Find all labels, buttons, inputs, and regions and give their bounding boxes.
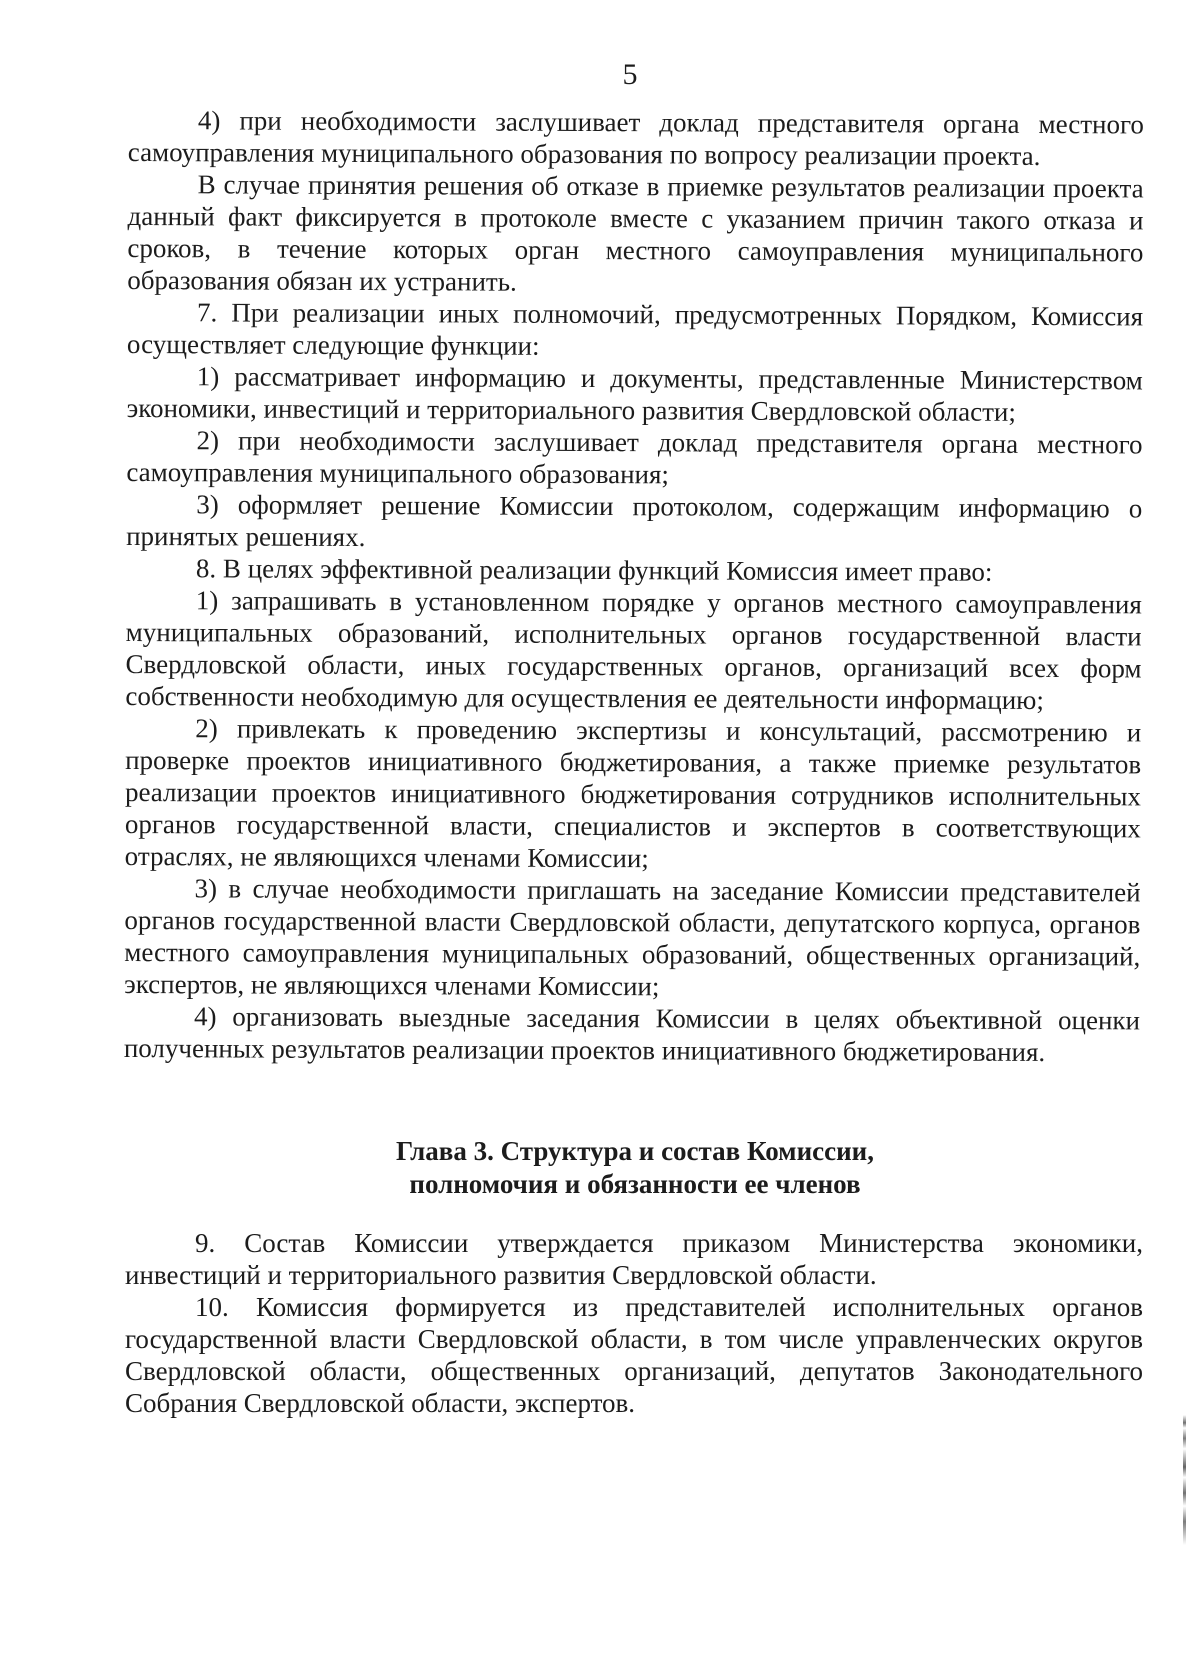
chapter-title-line-1: Глава 3. Структура и состав Комиссии, <box>396 1136 874 1166</box>
document-body <box>124 104 1144 1068</box>
paragraph-8-item-1: 1) запрашивать в установленном порядке у органов местного самоуправления муниципальных образований, исполнительных органов государственной власти Свердловской области, иных государственных органов, организаций всех форм собственности необходимую для осуществления ее деятельности информацию; <box>125 585 1142 716</box>
chapter-title-line-2: полномочия и обязанности ее членов <box>409 1169 861 1199</box>
paragraph-7-functions: 7. При реализации иных полномочий, предусмотренных Порядком, Комиссия осуществляет следующие функции: <box>126 297 1144 361</box>
paragraph-10-formation: 10. Комиссия формируется из представителей исполнительных органов государственной власти Свердловской области, в том числе управленческих округов Свердловской области, общественных организаций, депутатов Законодательного Собрания Свердловской области, экспертов. <box>125 1292 1143 1418</box>
paragraph-refusal-case: В случае принятия решения об отказе в приемке результатов реализации проекта данный факт фиксируется в протоколе вместе с указанием причин такого отказа и сроков, в течение которых орган местного самоуправления муниципального образования обязан их устранить. <box>127 169 1144 297</box>
paragraph-8-item-3: 3) в случае необходимости приглашать на заседание Комиссии представителей органов государственной власти Свердловской области, депутатского корпуса, органов местного самоуправления муниципальных образований, общественных организаций, экспертов, не являющихся членами Комиссии; <box>124 873 1141 1002</box>
paragraph-7-item-1: 1) рассматривает информацию и документы, представленные Министерством экономики, инвестиций и территориального развития Свердловской области; <box>126 361 1143 427</box>
paragraph-8-rights: 8. В целях эффективной реализации функций Комиссия имеет право: <box>195 553 993 587</box>
paragraph-7-item-3: 3) оформляет решение Комиссии протоколом, содержащим информацию о принятых решениях. <box>126 489 1143 553</box>
paragraph-7-item-2: 2) при необходимости заслушивает доклад представителя органа местного самоуправления муниципального образования; <box>126 425 1143 490</box>
chapter-heading <box>125 1135 1145 1201</box>
page-number: 5 <box>622 58 638 91</box>
paragraph-item-4-report: 4) при необходимости заслушивает доклад представителя органа местного самоуправления муниципального образования по вопросу реализации проекта. <box>127 105 1144 171</box>
paragraph-8-item-4: 4) организовать выездные заседания Комиссии в целях объективной оценки полученных результатов реализации проектов инициативного бюджетирования. <box>123 1001 1141 1068</box>
paragraph-9-composition: 9. Состав Комиссии утверждается приказом Министерства экономики, инвестиций и территориального развития Свердловской области. <box>125 1228 1143 1290</box>
chapter-body <box>125 1227 1143 1419</box>
paragraph-8-item-2: 2) привлекать к проведению экспертизы и консультаций, рассмотрению и проверке проектов инициативного бюджетирования, а также приемке результатов реализации проектов инициативного бюджетирования сотрудников исполнительных органов государственной власти, специалистов и экспертов в соответствующих отраслях, не являющихся членами Комиссии; <box>124 713 1142 874</box>
scan-edge-artifact <box>1183 1415 1186 1545</box>
